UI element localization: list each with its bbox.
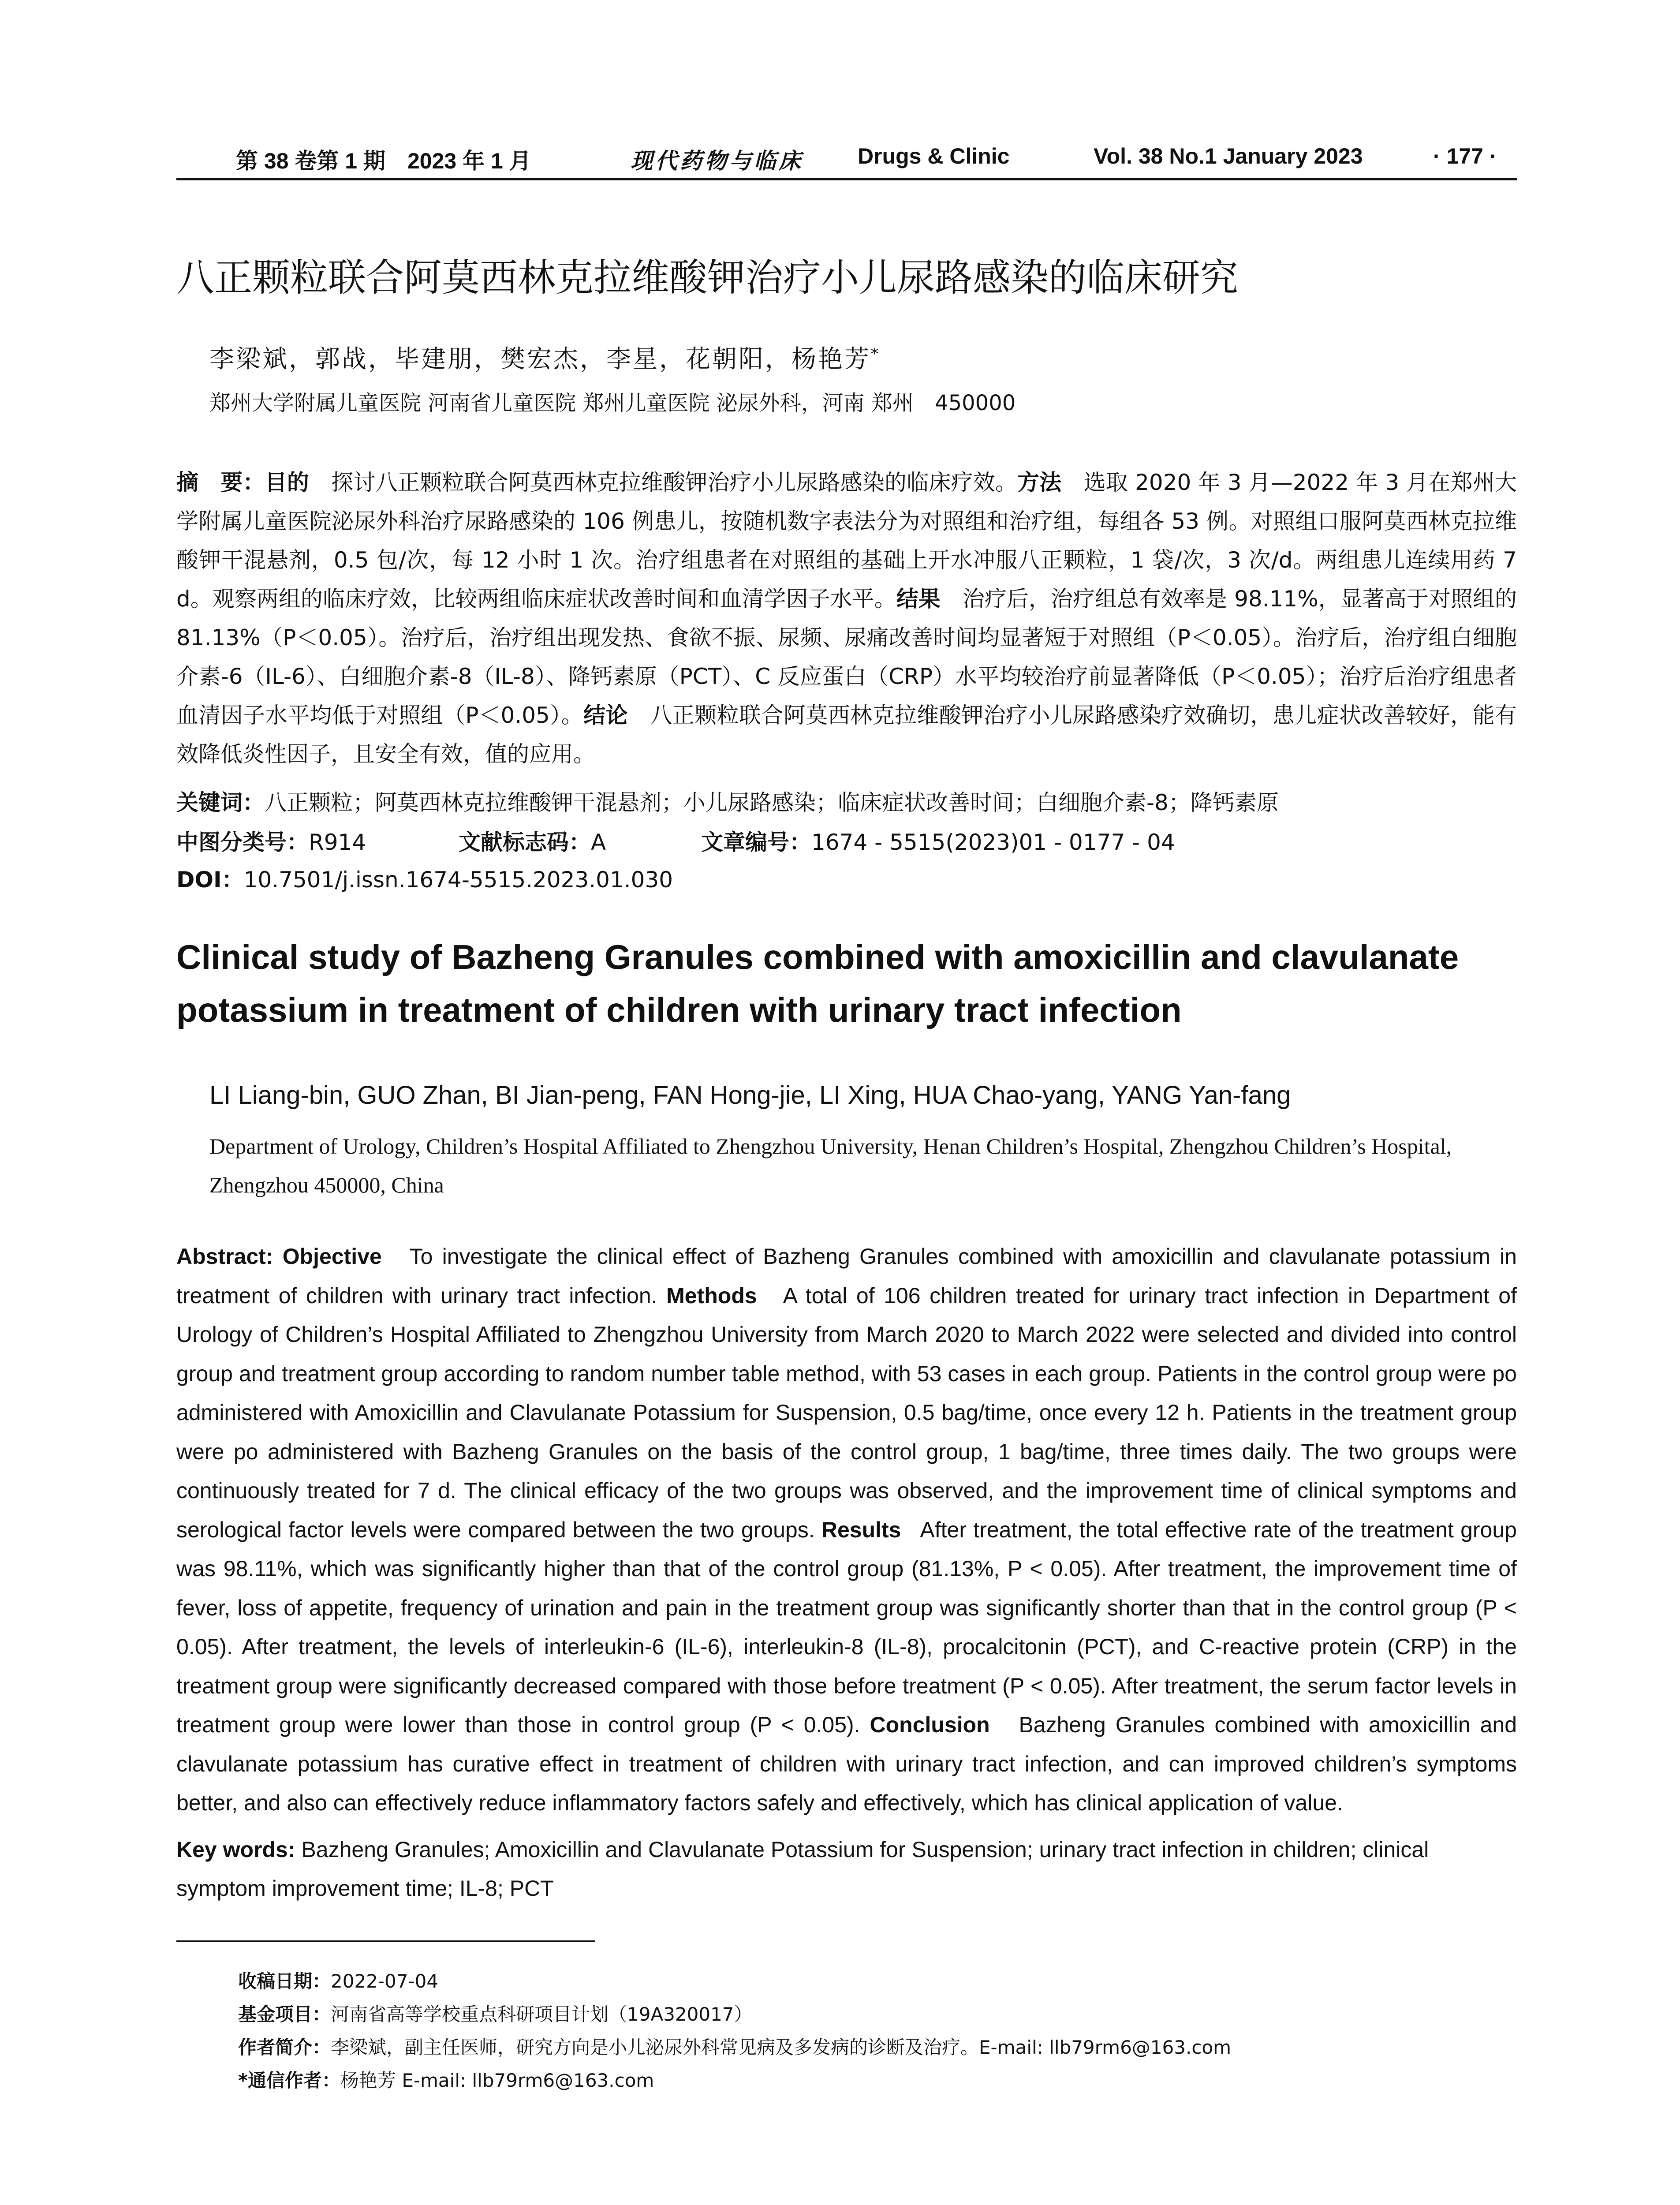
en-keywords-label: Key words:	[176, 1837, 295, 1862]
article-no-value: 1674 - 5515(2023)01 - 0177 - 04	[811, 830, 1175, 855]
received-date: 2022-07-04	[331, 1970, 439, 1992]
cn-keywords	[176, 785, 1517, 817]
doi-line	[176, 862, 673, 894]
cn-author-list: 李梁斌，郭战，毕建朋，樊宏杰，李星，花朝阳，杨艳芳	[209, 345, 871, 374]
bio-text: 李梁斌，副主任医师，研究方向是小儿泌尿外科常见病及多发病的诊断及治疗。E-mail: llb79rm6@163.com	[331, 2037, 1232, 2058]
cn-methods: 选取 2020 年 3 月—2022 年 3 月在郑州大学附属儿童医院泌尿外科治疗尿路感染的 106 例患儿，按随机数字表法分为对照组和治疗组，每组各 53 例。对照组口服阿莫西林克拉维酸钾干混悬剂，0.5 包/次，每 12 小时 1 次。治疗组患者在对照组的基础上开水冲服八正颗粒，1 袋/次，3 次/d。两组患儿连续用药 7 d。观察两组的临床疗效，比较两组临床症状改善时间和血清学因子水平。	[176, 470, 1517, 612]
footnote-corresponding	[238, 2066, 654, 2093]
fund-label: 基金项目：	[238, 2003, 331, 2025]
corresponding-label: *通信作者：	[238, 2070, 340, 2091]
cn-keywords-label: 关键词：	[176, 790, 265, 815]
en-authors: LI Liang-bin, GUO Zhan, BI Jian-peng, FAN Hong-jie, LI Xing, HUA Chao-yang, YANG Yan-fang	[209, 1081, 1291, 1110]
cn-keywords-text: 八正颗粒；阿莫西林克拉维酸钾干混悬剂；小儿尿路感染；临床症状改善时间；白细胞介素-8；降钙素原	[265, 790, 1279, 815]
issue-en: Vol. 38 No.1 January 2023	[1094, 144, 1363, 168]
bio-label: 作者简介：	[238, 2037, 331, 2058]
en-title: Clinical study of Bazheng Granules combined with amoxicillin and clavulanate potassium in treatment of children with urinary tract infection	[176, 938, 1459, 1029]
received-label: 收稿日期：	[238, 1970, 331, 1992]
clc-value: R914	[309, 830, 366, 855]
header-rule	[176, 178, 1517, 180]
en-abstract-label: Abstract:	[176, 1244, 273, 1269]
cn-results-label: 结果	[896, 586, 941, 612]
en-results-label: Results	[821, 1517, 901, 1542]
doc-code-value: A	[591, 830, 606, 855]
doi-label: DOI：	[176, 867, 244, 893]
en-affiliation: Department of Urology, Children’s Hospital Affiliated to Zhengzhou University, Henan Children’s Hospital, Zhengzhou Children’s Hospital, Zhengzhou 450000, China	[209, 1134, 1452, 1197]
cn-methods-label: 方法	[1017, 470, 1062, 495]
cn-conclusion: 八正颗粒联合阿莫西林克拉维酸钾治疗小儿尿路感染疗效确切，患儿症状改善较好，能有效降低炎性因子，且安全有效，值的应用。	[176, 703, 1517, 767]
footnote-author-bio	[238, 2033, 1231, 2059]
cn-authors	[209, 340, 880, 375]
cn-abstract-label: 摘 要：	[176, 470, 265, 495]
article-no-label: 文章编号：	[701, 830, 811, 855]
cn-abstract	[176, 463, 1517, 774]
corresponding-mark: *	[871, 345, 880, 363]
en-objective: To investigate the clinical effect of Bazheng Granules combined with amoxicillin and clavulanate potassium in treatment of children with urinary tract infection.	[176, 1244, 1517, 1308]
issue-cn: 第 38 卷第 1 期 2023 年 1 月	[236, 149, 531, 173]
cn-results: 治疗后，治疗组总有效率是 98.11%，显著高于对照组的 81.13%（P＜0.05）。治疗后，治疗组出现发热、食欲不振、尿频、尿痛改善时间均显著短于对照组（P＜0.05）。治疗后，治疗组白细胞介素-6（IL-6）、白细胞介素-8（IL-8）、降钙素原（PCT）、C 反应蛋白（CRP）水平均较治疗前显著降低（P＜0.05）；治疗后治疗组患者血清因子水平均低于对照组（P＜0.05）。	[176, 586, 1517, 728]
en-objective-label: Objective	[282, 1244, 382, 1269]
doi-value: 10.7501/j.issn.1674-5515.2023.01.030	[243, 867, 673, 893]
fund-text: 河南省高等学校重点科研项目计划（19A320017）	[331, 2003, 753, 2025]
running-header	[176, 143, 1517, 179]
footnote-rule	[176, 1940, 595, 1942]
cn-affiliation: 郑州大学附属儿童医院 河南省儿童医院 郑州儿童医院 泌尿外科，河南 郑州 450000	[209, 391, 1016, 415]
clc-label: 中图分类号：	[176, 830, 309, 855]
doc-code-label: 文献标志码：	[459, 830, 591, 855]
journal-name-cn: 现代药物与临床	[631, 148, 803, 174]
journal-name-en: Drugs & Clinic	[858, 144, 1010, 168]
corresponding-text: 杨艳芳 E-mail: llb79rm6@163.com	[340, 2070, 654, 2091]
cn-classification	[176, 825, 366, 856]
footnote-received	[238, 1967, 438, 1993]
cn-conclusion-label: 结论	[583, 703, 628, 728]
footnote-fund	[238, 2000, 753, 2026]
en-conclusion: Bazheng Granules combined with amoxicillin and clavulanate potassium has curative effect in treatment of children with urinary tract infection, and can improved children’s symptoms better, and also can effectively reduce inflammatory factors safely and effectively, which has clinical application of value.	[176, 1712, 1517, 1815]
en-keywords	[176, 1830, 1517, 1908]
cn-objective: 探讨八正颗粒联合阿莫西林克拉维酸钾治疗小儿尿路感染的临床疗效。	[331, 470, 1018, 495]
en-keywords-text: Bazheng Granules; Amoxicillin and Clavulanate Potassium for Suspension; urinary tract infection in children; clinical symptom improvement time; IL-8; PCT	[176, 1837, 1429, 1901]
en-methods-label: Methods	[666, 1283, 757, 1308]
cn-doc-code	[459, 825, 606, 856]
page-number: · 177 ·	[1433, 144, 1497, 168]
cn-article-no	[701, 825, 1175, 856]
en-methods: A total of 106 children treated for urinary tract infection in Department of Urology of Children’s Hospital Affiliated to Zhengzhou University from March 2020 to March 2022 were selected and divided into control group and treatment group according to random number table method, with 53 cases in each group. Patients in the control group were po administered with Amoxicillin and Clavulanate Potassium for Suspension, 0.5 bag/time, once every 12 h. Patients in the treatment group were po administered with Bazheng Granules on the basis of the control group, 1 bag/time, three times daily. The two groups were continuously treated for 7 d. The clinical efficacy of the two groups was observed, and the improvement time of clinical symptoms and serological factor levels were compared between the two groups.	[176, 1283, 1517, 1542]
en-abstract	[176, 1237, 1517, 1823]
en-results: After treatment, the total effective rate of the treatment group was 98.11%, which was significantly higher than that of the control group (81.13%, P < 0.05). After treatment, the improvement time of fever, loss of appetite, frequency of urination and pain in the treatment group was significantly shorter than that in the control group (P < 0.05). After treatment, the levels of interleukin-6 (IL-6), interleukin-8 (IL-8), procalcitonin (PCT), and C-reactive protein (CRP) in the treatment group were significantly decreased compared with those before treatment (P < 0.05). After treatment, the serum factor levels in treatment group were lower than those in control group (P < 0.05).	[176, 1517, 1517, 1737]
en-conclusion-label: Conclusion	[870, 1712, 990, 1737]
cn-title: 八正颗粒联合阿莫西林克拉维酸钾治疗小儿尿路感染的临床研究	[176, 256, 1238, 300]
cn-objective-label: 目的	[265, 470, 310, 495]
